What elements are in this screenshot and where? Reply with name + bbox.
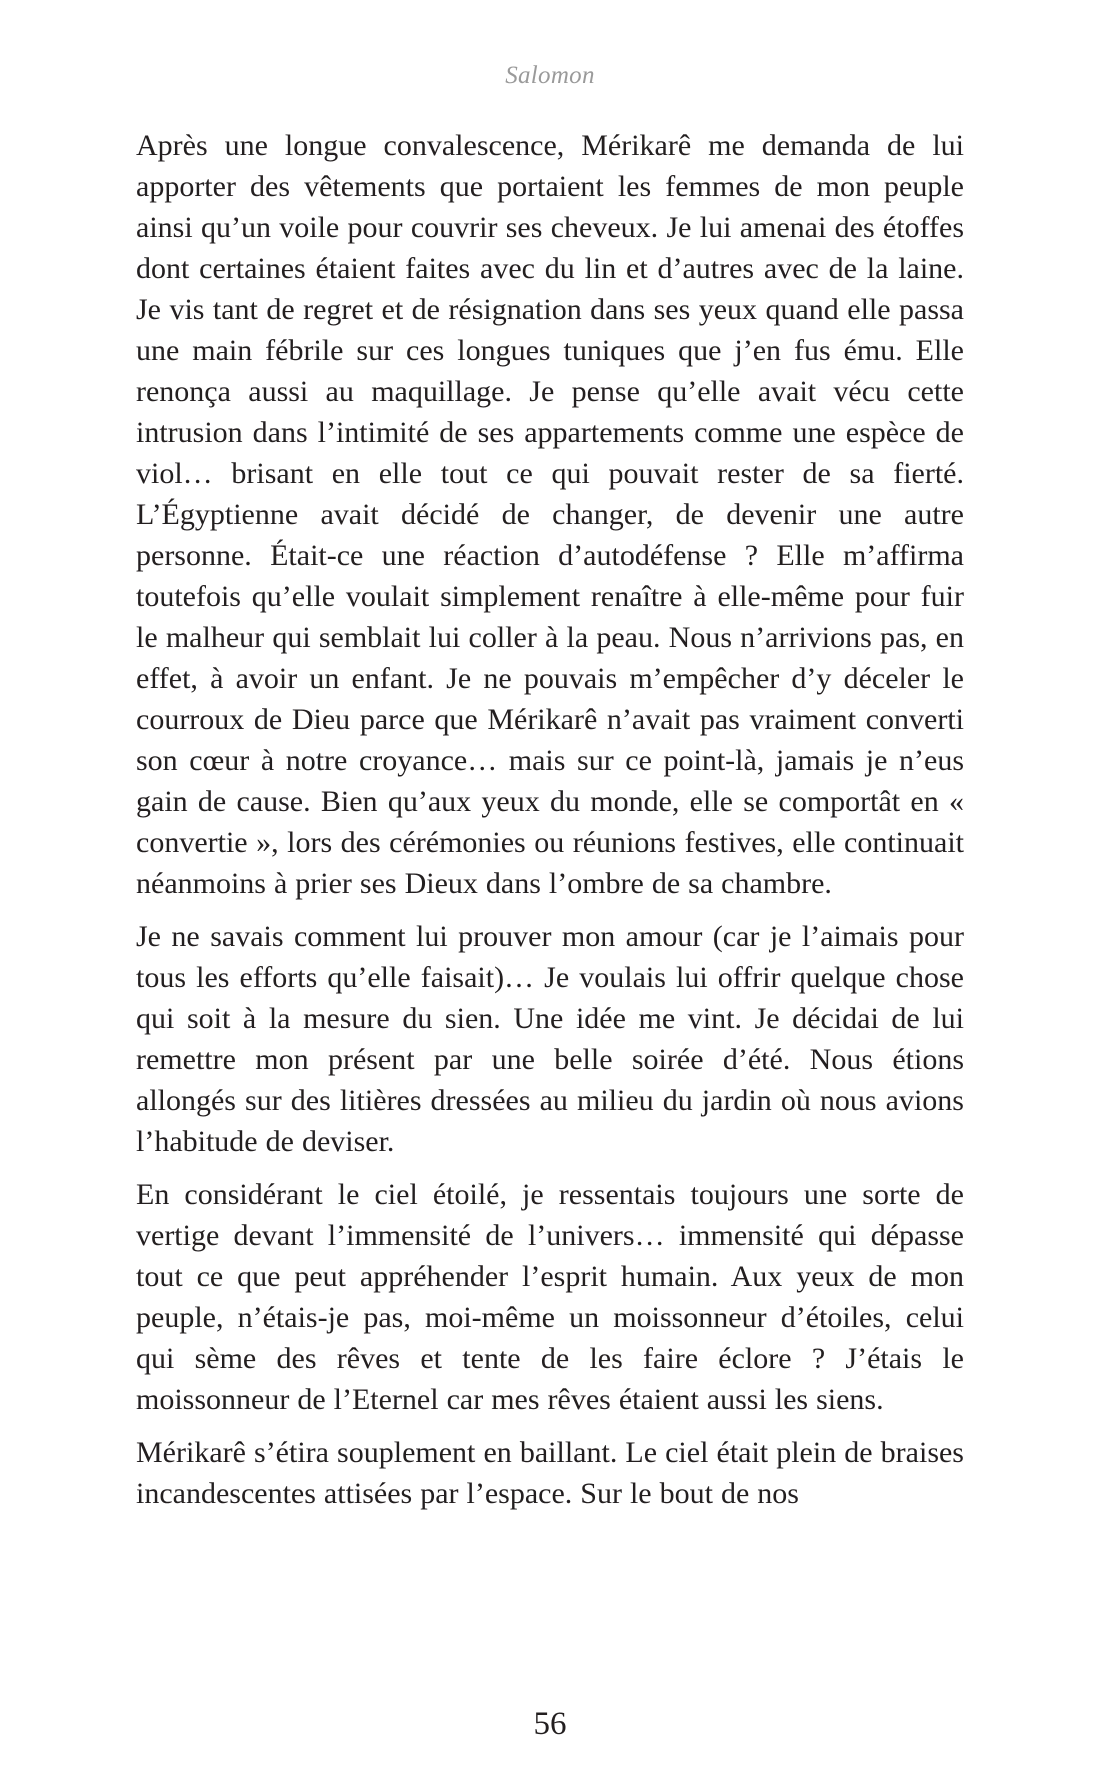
running-header: Salomon xyxy=(505,62,595,89)
paragraph: Mérikarê s’étira souplement en baillant. Le ciel était plein de braises incandescentes attisées par l’espace. Sur le bout de nos xyxy=(136,1436,964,1510)
paragraph: Je ne savais comment lui prouver mon amour (car je l’aimais pour tous les efforts qu’elle faisait)… Je voulais lui offrir quelque chose qui soit à la mesure du sien. Une idée me vint. Je décidai de lui remettre mon présent par une belle soirée d’été. Nous étions allongés sur des litières dressées au milieu du jardin où nous avions l’habitude de deviser. xyxy=(136,920,964,1158)
paragraph: Après une longue convalescence, Mérikarê me demanda de lui apporter des vêtements que portaient les femmes de mon peuple ainsi qu’un voile pour couvrir ses cheveux. Je lui amenai des étoffes dont certaines étaient faites avec du lin et d’autres avec de la laine. Je vis tant de regret et de résignation dans ses yeux quand elle passa une main fébrile sur ces longues tuniques que j’en fus ému. Elle renonça aussi au maquillage. Je pense qu’elle avait vécu cette intrusion dans l’intimité de ses appartements comme une espèce de viol… brisant en elle tout ce qui pouvait rester de sa fierté. L’Égyptienne avait décidé de changer, de devenir une autre personne. Était-ce une réaction d’autodéfense ? Elle m’affirma toutefois qu’elle voulait simplement renaître à elle-même pour fuir le malheur qui semblait lui coller à la peau. Nous n’arrivions pas, en effet, à avoir un enfant. Je ne pouvais m’empêcher d’y déceler le courroux de Dieu parce que Mérikarê n’avait pas vraiment converti son cœur à notre croyance… mais sur ce point-là, jamais je n’eus gain de cause. Bien qu’aux yeux du monde, elle se comportât en « convertie », lors des cérémonies ou réunions festives, elle continuait néanmoins à prier ses Dieux dans l’ombre de sa chambre. xyxy=(136,129,964,900)
paragraph: En considérant le ciel étoilé, je ressentais toujours une sorte de vertige devant l’immensité de l’univers… immensité qui dépasse tout ce que peut appréhender l’esprit humain. Aux yeux de mon peuple, n’étais-je pas, moi-même un moissonneur d’étoiles, celui qui sème des rêves et tente de les faire éclore ? J’étais le moissonneur de l’Eternel car mes rêves étaient aussi les siens. xyxy=(136,1178,964,1416)
page-number: 56 xyxy=(533,1706,567,1742)
body-text xyxy=(136,125,964,1526)
